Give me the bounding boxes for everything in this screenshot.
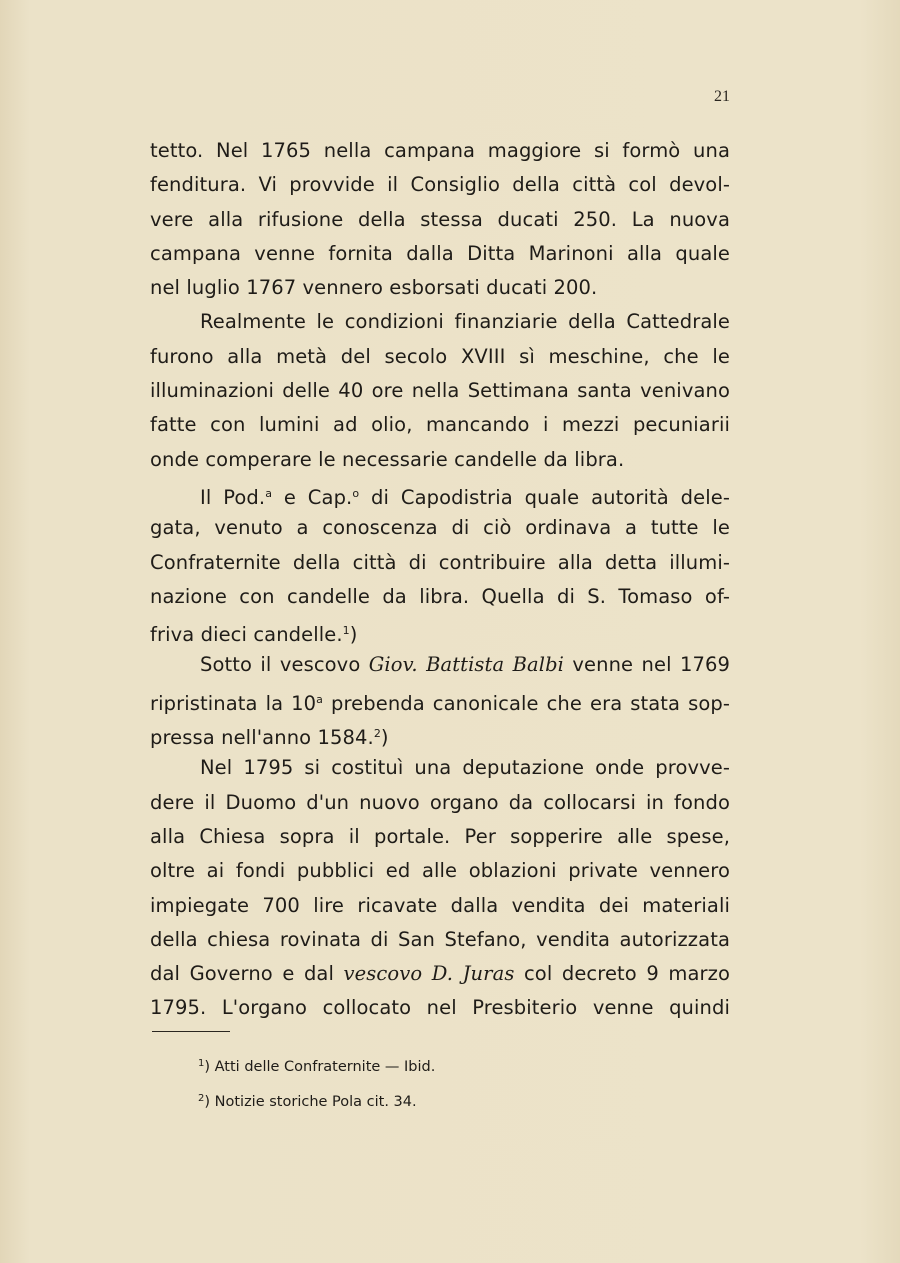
text-line [150, 648, 730, 682]
text-line: nel luglio 1767 vennero esborsati ducati 200. [150, 276, 598, 300]
text-line: 1795. L'organo collocato nel Presbiterio venne quindi [150, 996, 730, 1020]
text-segment: dal Governo e dal [150, 962, 344, 986]
footnote-marker: 1 [198, 1058, 205, 1069]
text-segment: venne nel 1769 [564, 653, 730, 677]
text-segment: pressa nell'anno 1584. [150, 726, 374, 750]
text-segment: di Capodistria quale autorità dele- [359, 485, 730, 509]
footnote-2 [198, 1083, 648, 1118]
text-line: furono alla metà del secolo XVIII sì meschine, che le [150, 344, 730, 368]
text-line [150, 717, 730, 751]
text-segment: prebenda canonicale che era stata sop- [322, 691, 730, 715]
text-segment: ) [380, 726, 389, 750]
text-line: vere alla rifusione della stessa ducati 250. La nuova [150, 207, 730, 231]
footnote-ref: 2 [373, 727, 381, 741]
footnote-ref: 1 [342, 624, 350, 638]
text-segment: Sotto il vescovo [200, 653, 369, 677]
text-line: campana venne fornita dalla Ditta Marinoni alla quale [150, 241, 730, 265]
text-line [150, 957, 730, 991]
footnote-divider [152, 1031, 230, 1032]
text-line [150, 614, 730, 648]
text-line: nazione con candelle da libra. Quella di S. Tomaso of- [150, 584, 730, 608]
page-number: 21 [714, 88, 730, 105]
text-segment: ripristinata la 10 [150, 691, 317, 715]
italic-name: Giov. Battista Balbi [368, 653, 564, 677]
text-line: fatte con lumini ad olio, mancando i mezzi pecuniarii [150, 413, 730, 437]
text-line: onde comperare le necessarie candelle da libra. [150, 447, 625, 471]
text-line: oltre ai fondi pubblici ed alle oblazioni private vennero [150, 859, 730, 883]
superscript: a [316, 692, 323, 706]
text-line: Nel 1795 si costituì una deputazione onde provve- [200, 756, 730, 780]
text-line [150, 477, 730, 511]
text-segment: e Cap. [272, 485, 353, 509]
text-line: impiegate 700 lire ricavate dalla vendita dei materiali [150, 893, 730, 917]
text-line: alla Chiesa sopra il portale. Per sopperire alle spese, [150, 824, 730, 848]
superscript: o [352, 486, 360, 500]
text-line: della chiesa rovinata di San Stefano, vendita autorizzata [150, 927, 730, 951]
footnote-marker: 2 [198, 1093, 205, 1104]
text-segment: Il Pod. [200, 485, 266, 509]
text-line: Realmente le condizioni finanziarie della Cattedrale [200, 310, 730, 334]
text-line: Confraternite della città di contribuire alla detta illumi- [150, 550, 730, 574]
text-line [150, 683, 730, 717]
italic-name: vescovo D. Juras [343, 962, 515, 986]
text-segment: friva dieci candelle. [150, 623, 343, 647]
footnotes [198, 1048, 648, 1118]
text-line: illuminazioni delle 40 ore nella Settimana santa venivano [150, 379, 730, 403]
superscript: a [265, 486, 273, 500]
footnote-text: ) Notizie storiche Pola cit. 34. [204, 1094, 417, 1110]
text-segment: ) [349, 623, 358, 647]
text-segment: col decreto 9 marzo [514, 962, 730, 986]
footnote-1 [198, 1048, 648, 1083]
body-text [150, 134, 730, 1026]
text-line: dere il Duomo d'un nuovo organo da collocarsi in fondo [150, 790, 730, 814]
footnote-text: ) Atti delle Confraternite — Ibid. [204, 1059, 436, 1075]
text-line: gata, venuto a conoscenza di ciò ordinava a tutte le [150, 516, 730, 540]
text-line: fenditura. Vi provvide il Consiglio della città col devol- [150, 173, 730, 197]
text-line: tetto. Nel 1765 nella campana maggiore si formò una [150, 139, 730, 162]
